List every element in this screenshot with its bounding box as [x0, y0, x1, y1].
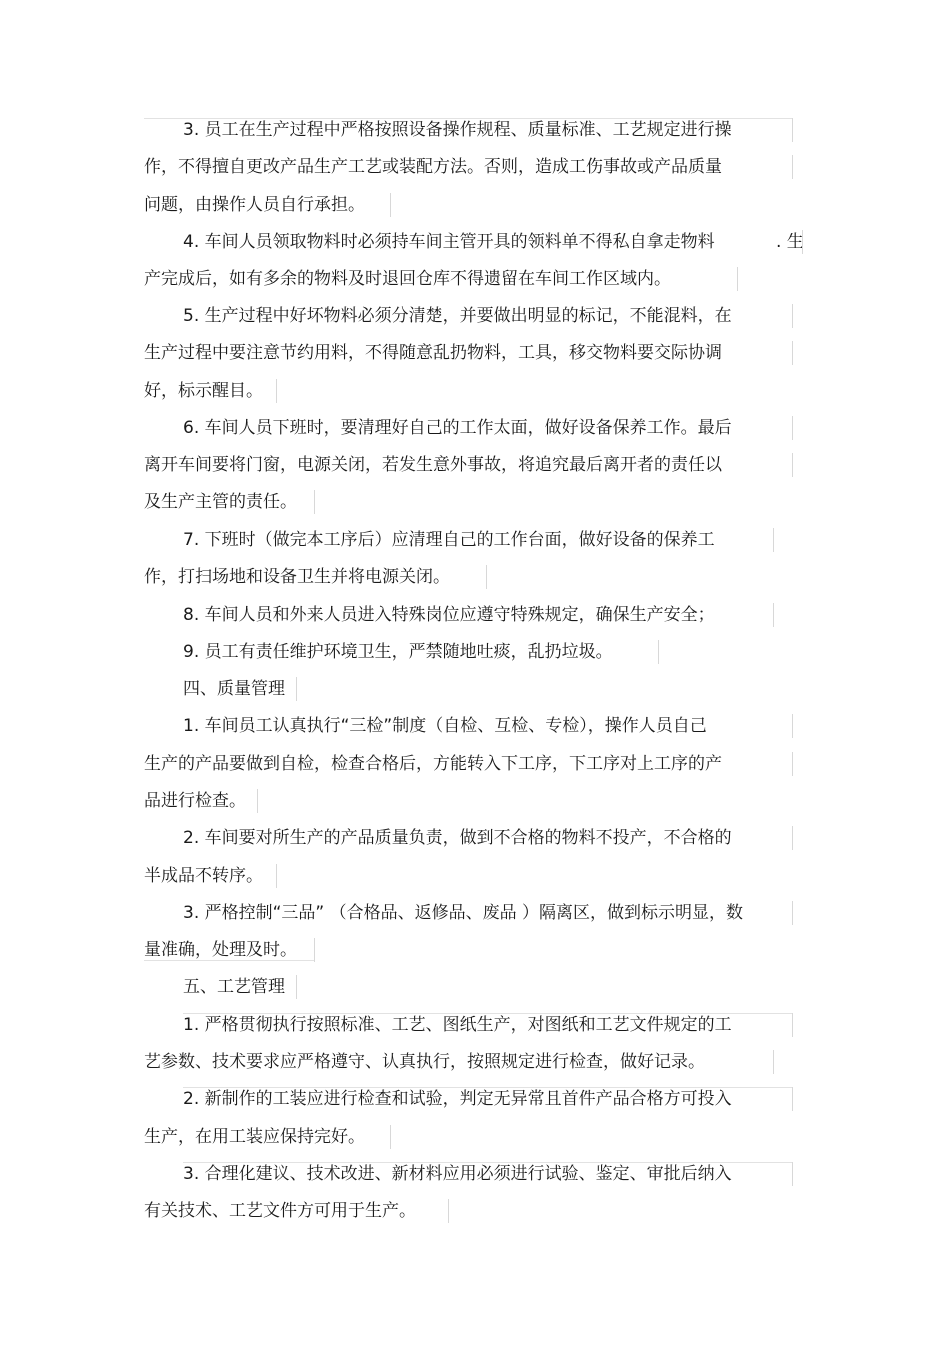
text-line: 及生产主管的责任。 — [144, 492, 297, 512]
scan-rule — [183, 1013, 792, 1014]
scan-mark — [792, 118, 793, 142]
scan-rule — [183, 1162, 792, 1163]
scan-mark — [390, 1125, 391, 1149]
text-line: 3. 严格控制“三品” （合格品、返修品、废品 ）隔离区，做到标示明显，数 — [183, 903, 744, 923]
scan-mark — [314, 490, 315, 514]
scan-mark — [773, 603, 774, 627]
scan-mark — [296, 975, 297, 999]
scan-mark — [792, 341, 793, 365]
text-line: 问题，由操作人员自行承担。 — [144, 195, 365, 215]
text-line: 量准确，处理及时。 — [144, 940, 297, 960]
scan-mark — [792, 826, 793, 850]
text-line: 生产，在用工装应保持完好。 — [144, 1127, 365, 1147]
text-line: 作，不得擅自更改产品生产工艺或装配方法。否则，造成工伤事故或产品质量 — [144, 157, 722, 177]
scan-mark — [737, 267, 738, 291]
text-line: 5. 生产过程中好坏物料必须分清楚，并要做出明显的标记，不能混料，在 — [183, 306, 732, 326]
scan-mark — [276, 864, 277, 888]
text-line: 半成品不转序。 — [144, 866, 263, 886]
scan-mark — [276, 379, 277, 403]
text-line: 4. 车间人员领取物料时必须持车间主管开具的领料单不得私自拿走物料 — [183, 232, 715, 252]
text-line: 离开车间要将门窗，电源关闭，若发生意外事故，将追究最后离开者的责任以 — [144, 455, 722, 475]
scan-mark — [390, 193, 391, 217]
text-line: 品进行检查。 — [144, 791, 246, 811]
scan-mark — [314, 938, 315, 962]
text-line: 作，打扫场地和设备卫生并将电源关闭。 — [144, 567, 450, 587]
scan-mark — [486, 565, 487, 589]
scan-mark — [257, 789, 258, 813]
section-heading: 五、工艺管理 — [183, 977, 285, 997]
text-line: 7. 下班时（做完本工序后）应清理自己的工作台面，做好设备的保养工 — [183, 530, 715, 550]
text-line: 2. 车间要对所生产的产品质量负责，做到不合格的物料不投产，不合格的 — [183, 828, 732, 848]
text-line: 1. 车间员工认真执行“三检”制度（自检、互检、专检），操作人员自己 — [183, 716, 707, 736]
text-line: 有关技术、工艺文件方可用于生产。 — [144, 1201, 416, 1221]
text-line: 3. 合理化建议、技术改进、新材料应用必须进行试验、鉴定、审批后纳入 — [183, 1164, 732, 1184]
scan-rule — [183, 1087, 792, 1088]
scan-mark — [792, 416, 793, 440]
scan-mark — [792, 1087, 793, 1111]
text-line: 生产过程中要注意节约用料，不得随意乱扔物料，工具，移交物料要交际协调 — [144, 343, 722, 363]
text-line: 1. 严格贯彻执行按照标准、工艺、图纸生产，对图纸和工艺文件规定的工 — [183, 1015, 732, 1035]
text-line: 生产的产品要做到自检，检查合格后，方能转入下工序，下工序对上工序的产 — [144, 754, 722, 774]
text-line: 2. 新制作的工装应进行检查和试验，判定无异常且首件产品合格方可投入 — [183, 1089, 732, 1109]
text-line: 8. 车间人员和外来人员进入特殊岗位应遵守特殊规定，确保生产安全； — [183, 605, 715, 625]
scan-mark — [792, 1162, 793, 1186]
scan-mark — [792, 304, 793, 328]
scan-mark — [773, 528, 774, 552]
scan-mark — [296, 677, 297, 701]
text-line: 3. 员工在生产过程中严格按照设备操作规程、质量标准、工艺规定进行操 — [183, 120, 732, 140]
scan-mark — [792, 453, 793, 477]
text-line: 好，标示醒目。 — [144, 381, 263, 401]
text-line-tail: . 生 — [776, 232, 804, 252]
text-line: 6. 车间人员下班时，要清理好自己的工作太面，做好设备保养工作。最后 — [183, 418, 732, 438]
scan-mark — [773, 1050, 774, 1074]
section-heading: 四、质量管理 — [183, 679, 285, 699]
scan-mark — [792, 752, 793, 776]
scan-mark — [792, 901, 793, 925]
scan-mark — [792, 155, 793, 179]
scan-mark — [448, 1199, 449, 1223]
scan-mark — [802, 230, 803, 254]
scan-rule — [144, 118, 792, 119]
scan-mark — [792, 1013, 793, 1037]
text-line: 艺参数、技术要求应严格遵守、认真执行，按照规定进行检查，做好记录。 — [144, 1052, 705, 1072]
text-line: 9. 员工有责任维护环境卫生，严禁随地吐痰，乱扔垃圾。 — [183, 642, 613, 662]
scan-mark — [658, 640, 659, 664]
text-line: 产完成后，如有多余的物料及时退回仓库不得遗留在车间工作区域内。 — [144, 269, 671, 289]
scan-mark — [792, 714, 793, 738]
scan-rule — [144, 960, 314, 961]
